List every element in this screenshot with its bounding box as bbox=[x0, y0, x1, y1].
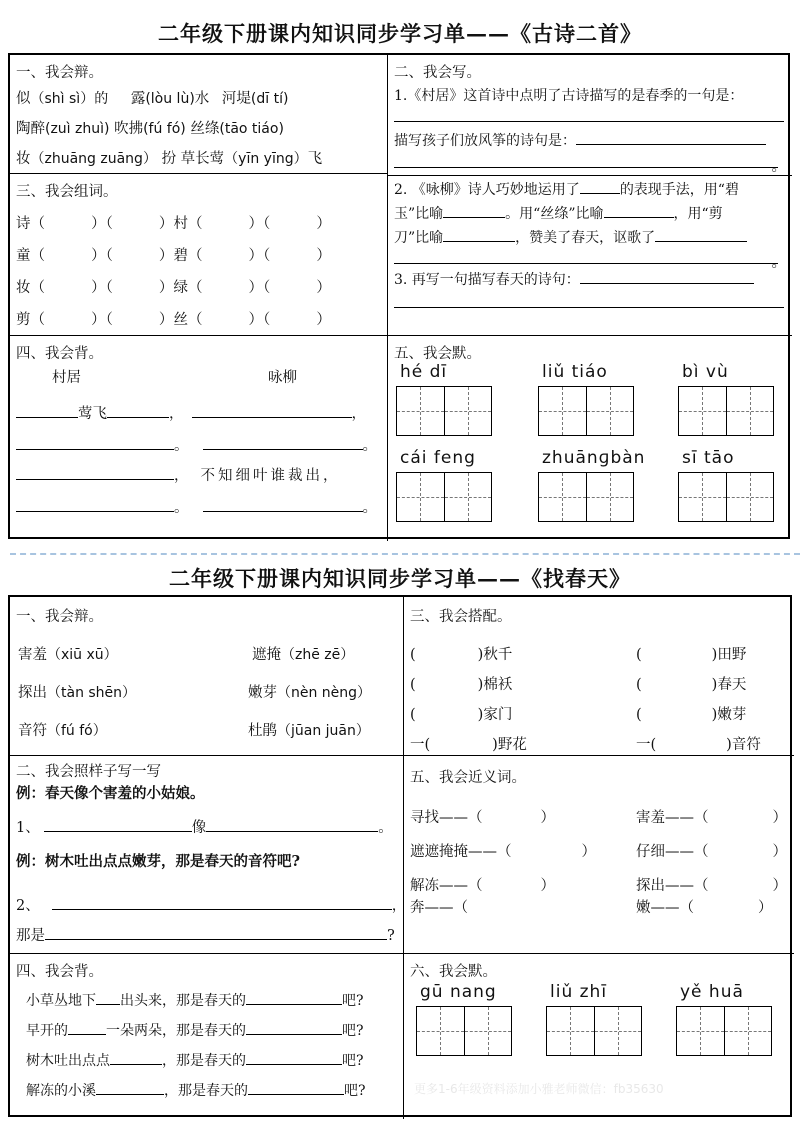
pinyin: （jūan juān） bbox=[277, 723, 370, 739]
char: 童 bbox=[16, 248, 31, 264]
question: 。用“丝绦”比喻 bbox=[505, 206, 604, 222]
s4-bei: 四、我会背。 村居 咏柳 莺飞 ， ， 。 。 ， 不知细叶谁裁出， 。 。 bbox=[10, 335, 388, 541]
section-head: 一、我会辩。 bbox=[16, 609, 103, 625]
tianzige-box[interactable] bbox=[546, 1006, 642, 1056]
ban-item bbox=[18, 681, 136, 702]
paren: ( bbox=[410, 647, 416, 663]
section-head: 四、我会背。 bbox=[16, 964, 103, 980]
ban-item bbox=[18, 719, 107, 740]
s1-ban bbox=[10, 55, 388, 173]
paren: 一( bbox=[410, 737, 431, 753]
paren: 一( bbox=[636, 737, 657, 753]
s2-write: 二、我会写。 1.《村居》这首诗中点明了古诗描写的是春季的一句是： 描写孩子们放风筝的诗句是： 。 2. 《咏柳》诗人巧妙地运用了 的表现手法，用“碧 玉”比喻 。用“丝绦”比喻 ，用“剪 刀”比喻 ，赞美了春天，讴歌了 。 3. 再写一句描写春天的诗句： bbox=[388, 55, 792, 335]
paren: ( bbox=[410, 707, 416, 723]
word: 害羞 bbox=[18, 647, 47, 663]
word: 河堤 bbox=[221, 91, 251, 107]
section-head: 一、我会辩。 bbox=[16, 65, 103, 81]
pinyin-label: yě huā bbox=[680, 982, 744, 1002]
text: 早开的 bbox=[26, 1023, 68, 1039]
sheet2-table bbox=[8, 595, 792, 1117]
paren: ( bbox=[636, 677, 642, 693]
word: 春天 bbox=[717, 677, 747, 693]
pinyin-label: cái feng bbox=[400, 448, 476, 468]
dapei-row: ( )秋千 bbox=[410, 647, 513, 663]
page-divider bbox=[10, 553, 800, 555]
question: 3. 再写一句描写春天的诗句： bbox=[394, 272, 580, 288]
example: 例：树木吐出点点嫩芽，那是春天的音符吧? bbox=[16, 853, 300, 870]
section-head: 三、我会搭配。 bbox=[410, 609, 512, 625]
word: 吹拂 bbox=[114, 121, 144, 137]
dapei-row: ( )嫩芽 bbox=[636, 707, 747, 723]
pinyin-label: liǔ zhī bbox=[550, 982, 608, 1002]
word: 扮 bbox=[161, 151, 177, 167]
s2-2-write: 二、我会照样子写一写 例：春天像个害羞的小姑娘。 1、 像 。 例：树木吐出点点嫩芽，那是春天的音符吧? 2、 ， 那是 ? bbox=[10, 755, 404, 953]
word: 寻找——（ bbox=[410, 810, 483, 826]
s2-5-jinyi bbox=[404, 755, 794, 953]
text: 吧? bbox=[342, 993, 364, 1009]
pinyin: (fú fó) bbox=[143, 121, 186, 137]
s2-4-bei bbox=[10, 953, 404, 1119]
word: 探出 bbox=[18, 685, 47, 701]
char: 剪 bbox=[16, 312, 31, 328]
number: 1、 bbox=[16, 820, 40, 836]
pinyin: （nèn nèng） bbox=[277, 685, 372, 701]
poem-line: 不知细叶谁裁出， bbox=[200, 468, 341, 484]
word: 田野 bbox=[717, 647, 747, 663]
s3-zuci bbox=[10, 173, 388, 335]
pinyin-label: bì vù bbox=[682, 362, 729, 382]
text: 吧? bbox=[342, 1023, 364, 1039]
section-head: 二、我会写。 bbox=[394, 65, 481, 81]
text: 解冻的小溪 bbox=[26, 1083, 96, 1099]
watermark: 更多1-6年级资料添加小雅老师微信：fb35630 bbox=[414, 1082, 664, 1096]
dapei-row: 一( )音符 bbox=[636, 737, 761, 753]
word: 嫩芽 bbox=[717, 707, 747, 723]
number: 2、 bbox=[16, 898, 40, 914]
word: 水 bbox=[194, 91, 210, 107]
word: 嫩芽 bbox=[248, 685, 277, 701]
pinyin: （tàn shēn） bbox=[47, 685, 137, 701]
jinyi-row: 探出——（ ） bbox=[636, 878, 787, 894]
tianzige-box[interactable] bbox=[678, 386, 774, 436]
s5-mo bbox=[388, 335, 792, 541]
word: 遮遮掩掩——（ bbox=[410, 844, 512, 860]
pinyin-label: sī tāo bbox=[682, 448, 735, 468]
tianzige-box[interactable] bbox=[416, 1006, 512, 1056]
text: 树木吐出点点 bbox=[26, 1053, 110, 1069]
pinyin-label: hé dī bbox=[400, 362, 448, 382]
tianzige-box[interactable] bbox=[676, 1006, 772, 1056]
question: 2. 《咏柳》诗人巧妙地运用了 bbox=[394, 182, 580, 198]
word: 奔——（ bbox=[410, 900, 468, 916]
paren: ( bbox=[410, 677, 416, 693]
word: 似 bbox=[16, 91, 31, 107]
dapei-row: ( )棉袄 bbox=[410, 677, 513, 693]
zuci-row: 诗（ ）（ ）村（ ）（ ） bbox=[16, 216, 331, 232]
dapei-row: ( )春天 bbox=[636, 677, 747, 693]
text: ，那是春天的 bbox=[164, 1083, 248, 1099]
char: 绿 bbox=[173, 280, 188, 296]
s2-3-dapei bbox=[404, 597, 794, 755]
example: 例：春天像个害羞的小姑娘。 bbox=[16, 785, 205, 802]
word: 仔细——（ bbox=[636, 844, 709, 860]
ban-item bbox=[18, 643, 118, 664]
word: 丝绦 bbox=[190, 121, 220, 137]
question: 刀”比喻 bbox=[394, 230, 444, 246]
char: 妆 bbox=[16, 280, 31, 296]
question: 1.《村居》这首诗中点明了古诗描写的是春季的一句是： bbox=[394, 88, 744, 104]
tianzige-box[interactable] bbox=[538, 386, 634, 436]
jinyi-row: 仔细——（ ） bbox=[636, 844, 787, 860]
text: 出头来，那是春天的 bbox=[120, 993, 246, 1009]
jinyi-row: 遮遮掩掩——（ ） bbox=[410, 844, 596, 860]
word: 杜鹃 bbox=[248, 723, 277, 739]
zuci-row: 剪（ ）（ ）丝（ ）（ ） bbox=[16, 312, 331, 328]
question: 描写孩子们放风筝的诗句是： bbox=[394, 133, 576, 149]
pinyin: (tāo tiáo) bbox=[219, 121, 284, 137]
char: 丝 bbox=[173, 312, 188, 328]
char: 村 bbox=[173, 216, 188, 232]
tianzige-box[interactable] bbox=[396, 472, 492, 522]
sheet1-title: 二年级下册课内知识同步学习单——《古诗二首》 bbox=[158, 21, 642, 46]
word: 陶醉 bbox=[16, 121, 45, 137]
zuci-row: 童（ ）（ ）碧（ ）（ ） bbox=[16, 248, 331, 264]
word: 秋千 bbox=[483, 647, 513, 663]
word: 探出——（ bbox=[636, 878, 709, 894]
ban-item bbox=[248, 719, 370, 740]
word: 野花 bbox=[497, 737, 527, 753]
text: ，那是春天的 bbox=[162, 1053, 246, 1069]
word: 飞 bbox=[307, 151, 323, 167]
pinyin-label: gū nang bbox=[420, 982, 497, 1002]
dapei-row: ( )田野 bbox=[636, 647, 747, 663]
char: 诗 bbox=[16, 216, 31, 232]
paren: ( bbox=[636, 707, 642, 723]
jinyi-row: 寻找——（ ） bbox=[410, 810, 555, 826]
pinyin-label: zhuānɡbàn bbox=[542, 448, 646, 468]
question: 的表现手法，用“碧 bbox=[619, 182, 739, 198]
poem-title: 村居 bbox=[52, 370, 81, 386]
word: 嫩——（ bbox=[636, 900, 694, 916]
dapei-row: ( )家门 bbox=[410, 707, 513, 723]
word: 音符 bbox=[731, 737, 761, 753]
text: 吧? bbox=[342, 1053, 364, 1069]
word: 像 bbox=[191, 820, 207, 836]
word: 草长莺 bbox=[180, 151, 225, 167]
s2-6-mo bbox=[404, 953, 794, 1119]
tianzige-box[interactable] bbox=[538, 472, 634, 522]
pinyin: (dī tí) bbox=[250, 91, 289, 107]
pinyin-label: liǔ tiáo bbox=[542, 362, 608, 382]
sheet2-title: 二年级下册课内知识同步学习单——《找春天》 bbox=[169, 566, 631, 591]
section-head: 三、我会组词。 bbox=[16, 184, 118, 200]
pinyin: （zhuāng zuāng） bbox=[30, 151, 157, 167]
pinyin: （shì sì）的 bbox=[30, 91, 109, 107]
jinyi-row: 害羞——（ ） bbox=[636, 810, 787, 826]
section-head: 六、我会默。 bbox=[410, 964, 497, 980]
section-head: 五、我会默。 bbox=[394, 346, 481, 362]
poem-title: 咏柳 bbox=[268, 370, 297, 386]
word: 家门 bbox=[483, 707, 513, 723]
jinyi-row: 嫩——（ ） bbox=[636, 900, 773, 916]
question: ，赞美了春天，讴歌了 bbox=[515, 230, 656, 246]
poem-line: 莺飞 bbox=[78, 406, 107, 422]
word: 那是 bbox=[16, 928, 45, 944]
word: 露 bbox=[130, 91, 146, 107]
ban-item bbox=[248, 681, 371, 702]
tianzige-box[interactable] bbox=[396, 386, 492, 436]
section-head: 二、我会照样子写一写 bbox=[16, 764, 161, 780]
question: 玉”比喻 bbox=[394, 206, 444, 222]
dapei-row: 一( )野花 bbox=[410, 737, 527, 753]
text: 一朵两朵，那是春天的 bbox=[106, 1023, 246, 1039]
section-head: 五、我会近义词。 bbox=[410, 770, 526, 786]
jinyi-row bbox=[410, 896, 468, 917]
word: 害羞——（ bbox=[636, 810, 709, 826]
word: 棉袄 bbox=[483, 677, 513, 693]
pinyin: (lòu lù) bbox=[145, 91, 195, 107]
pinyin: （yīn yīng） bbox=[224, 151, 308, 167]
pinyin: （fú fó） bbox=[47, 723, 107, 739]
pinyin: (zuì zhuì) bbox=[45, 121, 110, 137]
word: 妆 bbox=[16, 151, 31, 167]
zuci-row: 妆（ ）（ ）绿（ ）（ ） bbox=[16, 280, 331, 296]
word: 遮掩 bbox=[252, 647, 281, 663]
text: 吧? bbox=[344, 1083, 366, 1099]
sheet1-table bbox=[8, 53, 790, 539]
tianzige-box[interactable] bbox=[678, 472, 774, 522]
word: 解冻——（ bbox=[410, 878, 483, 894]
s2-1-ban bbox=[10, 597, 404, 755]
paren: ( bbox=[636, 647, 642, 663]
word: 音符 bbox=[18, 723, 47, 739]
section-head: 四、我会背。 bbox=[16, 346, 103, 362]
char: 碧 bbox=[173, 248, 188, 264]
ban-item bbox=[252, 643, 354, 664]
pinyin: （xiū xū） bbox=[47, 647, 118, 663]
question: ，用“剪 bbox=[673, 206, 723, 222]
jinyi-row: 解冻——（ ） bbox=[410, 878, 555, 894]
text: 小草丛地下 bbox=[26, 993, 96, 1009]
pinyin: （zhē zē） bbox=[281, 647, 355, 663]
